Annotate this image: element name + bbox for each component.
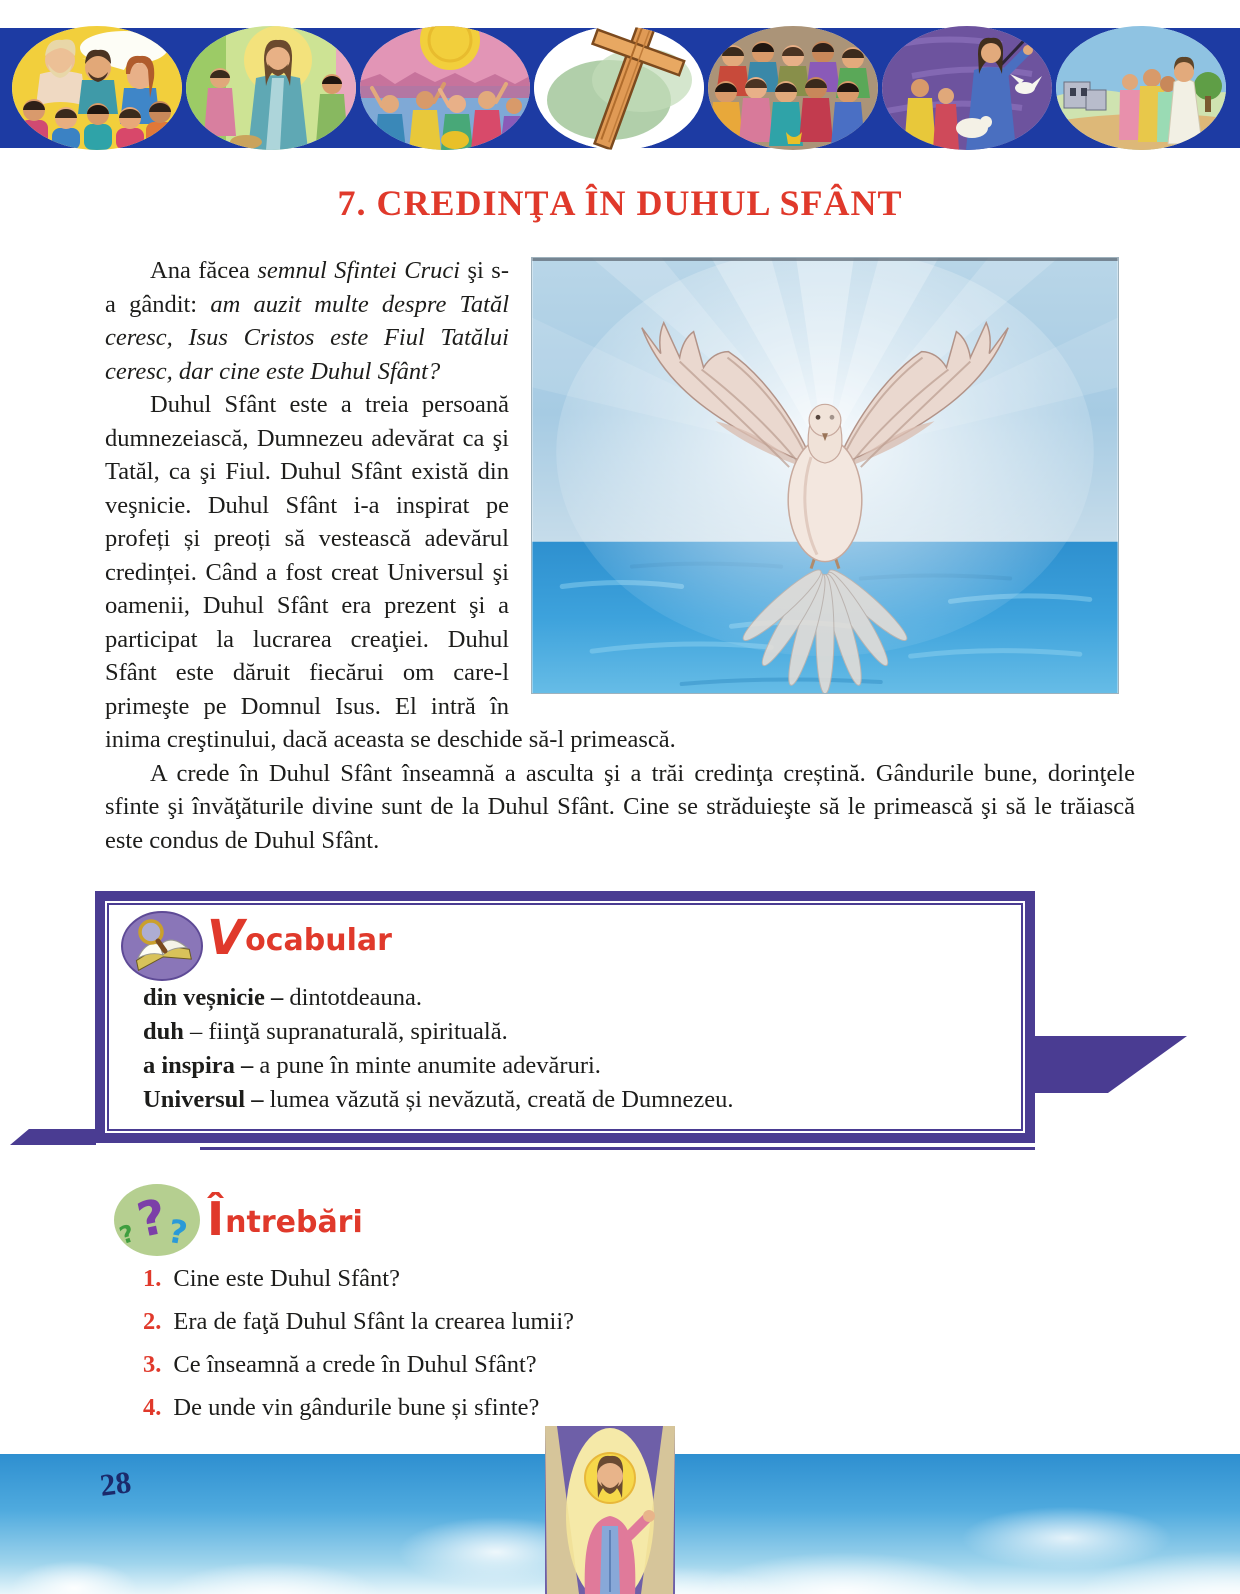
- banner-oval-trinity-icon: [12, 26, 182, 150]
- question-number: 1.: [143, 1265, 162, 1292]
- banner-oval-crowd-icon: [708, 26, 878, 150]
- risen-jesus-image: [545, 1426, 675, 1594]
- banner-oval-jesus-teaching-icon: [186, 26, 356, 150]
- intro-italic-cross: semnul Sfintei Cruci: [257, 257, 461, 284]
- questions-heading-row: [105, 1179, 1135, 1263]
- book-magnifier-icon: [121, 911, 203, 981]
- jesus-teaching-icon: [186, 26, 356, 150]
- questions-section: [105, 1179, 1135, 1429]
- svg-text:?: ?: [165, 1211, 191, 1253]
- dash: –: [190, 1018, 203, 1045]
- vocab-term: din veșnicie: [143, 984, 265, 1011]
- jesus-figure-icon: [545, 1426, 675, 1594]
- vocabulary-entries: [143, 981, 1005, 1117]
- vocab-entry: [143, 1083, 1005, 1117]
- vocab-definition: lumea văzută și nevăzută, creată de Dumnezeu.: [269, 1086, 734, 1113]
- banner-oval-jesus-dove-icon: [882, 26, 1052, 150]
- intro-italic-thought: am auzit multe despre Tatăl ceresc, Isus Cristos este Fiul Tatălui ceresc, dar cine este Duhul Sfânt?: [105, 290, 510, 385]
- dash: –: [270, 984, 284, 1011]
- page-title: 7. CREDINŢA ÎN DUHUL SFÂNT: [337, 183, 903, 223]
- vocab-entry: [143, 981, 1005, 1015]
- dove-painting: [532, 258, 1118, 693]
- vocabulary-box: [95, 891, 1035, 1143]
- question-item: [143, 1300, 1135, 1343]
- purple-ribbon-tail-left: [10, 1129, 96, 1145]
- vocab-definition: a pune în minte anumite adevăruri.: [259, 1052, 601, 1079]
- banner-oval-cross-icon: [534, 26, 704, 150]
- vocab-definition: fiinţă supranaturală, spirituală.: [208, 1018, 508, 1045]
- question-text: De unde vin gândurile bune și sfinte?: [173, 1394, 540, 1421]
- questions-list: [143, 1257, 1135, 1429]
- vocabulary-heading-rest: ocabular: [245, 923, 392, 958]
- people-praising-sun-icon: [360, 26, 530, 150]
- vocabulary-heading: [207, 903, 392, 976]
- intro-lead: Ana făcea: [150, 257, 258, 284]
- paragraph-holy-spirit: Duhul Sfânt este a treia persoană dumnezeiască, Dumnezeu adevărat ca şi Tatăl, ca şi Fiul. Duhul Sfânt există din veşnicie. Duhul Sfânt i-a inspirat pe profeți și preoți să vestească adevărul credinței. Când a fost creat Universul şi oamenii, Duhul Sfânt era prezent şi a participat la lucrarea creaţiei. Duhul Sfânt este dăruit fiecărui om care-l primeşte pe Domnul Isus. El intră în inima creştinului, dacă aceasta se deschide să-l primească.: [105, 391, 676, 753]
- vocabulary-heading-initial: V: [207, 910, 245, 966]
- banner-oval-praising-icon: [360, 26, 530, 150]
- top-banner: [0, 28, 1240, 148]
- question-number: 3.: [143, 1351, 162, 1378]
- jesus-with-disciples-icon: [1056, 26, 1226, 150]
- vocab-entry: [143, 1015, 1005, 1049]
- svg-text:?: ?: [116, 1219, 138, 1251]
- intro-mid: şi s-a gândit:: [105, 257, 509, 318]
- question-item: [143, 1343, 1135, 1386]
- vocab-term: duh: [143, 1018, 184, 1045]
- dash: –: [251, 1086, 264, 1113]
- question-text: Cine este Duhul Sfânt?: [173, 1265, 400, 1292]
- questions-heading-rest: ntrebări: [225, 1205, 363, 1240]
- svg-text:?: ?: [132, 1188, 172, 1250]
- question-item: [143, 1386, 1135, 1429]
- purple-ribbon-right: [1035, 1036, 1187, 1093]
- wooden-cross-icon: [534, 26, 704, 150]
- banner-oval-emmaus-icon: [1056, 26, 1226, 150]
- question-text: Ce înseamnă a crede în Duhul Sfânt?: [173, 1351, 537, 1378]
- purple-underline: [200, 1147, 1035, 1150]
- vocab-term: a inspira: [143, 1052, 235, 1079]
- question-number: 4.: [143, 1394, 162, 1421]
- questions-heading: [207, 1187, 363, 1255]
- question-marks-icon: [113, 1183, 201, 1257]
- trinity-family-icon: [12, 26, 182, 150]
- questions-heading-initial: Î: [207, 1192, 225, 1246]
- vocab-entry: [143, 1049, 1005, 1083]
- jesus-sending-dove-icon: [882, 26, 1052, 150]
- question-item: [143, 1257, 1135, 1300]
- vocab-definition: dintotdeauna.: [289, 984, 423, 1011]
- crowd-icon: [708, 26, 878, 150]
- question-number: 2.: [143, 1308, 162, 1335]
- paragraph-believing: A crede în Duhul Sfânt înseamnă a asculta şi a trăi credinţa creștină. Gândurile bune, dorinţele sfinte şi învăţăturile divine sunt de la Duhul Sfânt. Cine se străduieşte să le primească şi să le trăiască este condus de Duhul Sfânt.: [105, 759, 1135, 854]
- lesson-body: [105, 254, 1135, 1429]
- vocab-term: Universul: [143, 1086, 246, 1113]
- holy-spirit-dove-image: [531, 257, 1119, 694]
- dash: –: [241, 1052, 254, 1079]
- page-number: 28: [97, 1464, 133, 1503]
- question-text: Era de faţă Duhul Sfânt la crearea lumii?: [173, 1308, 575, 1335]
